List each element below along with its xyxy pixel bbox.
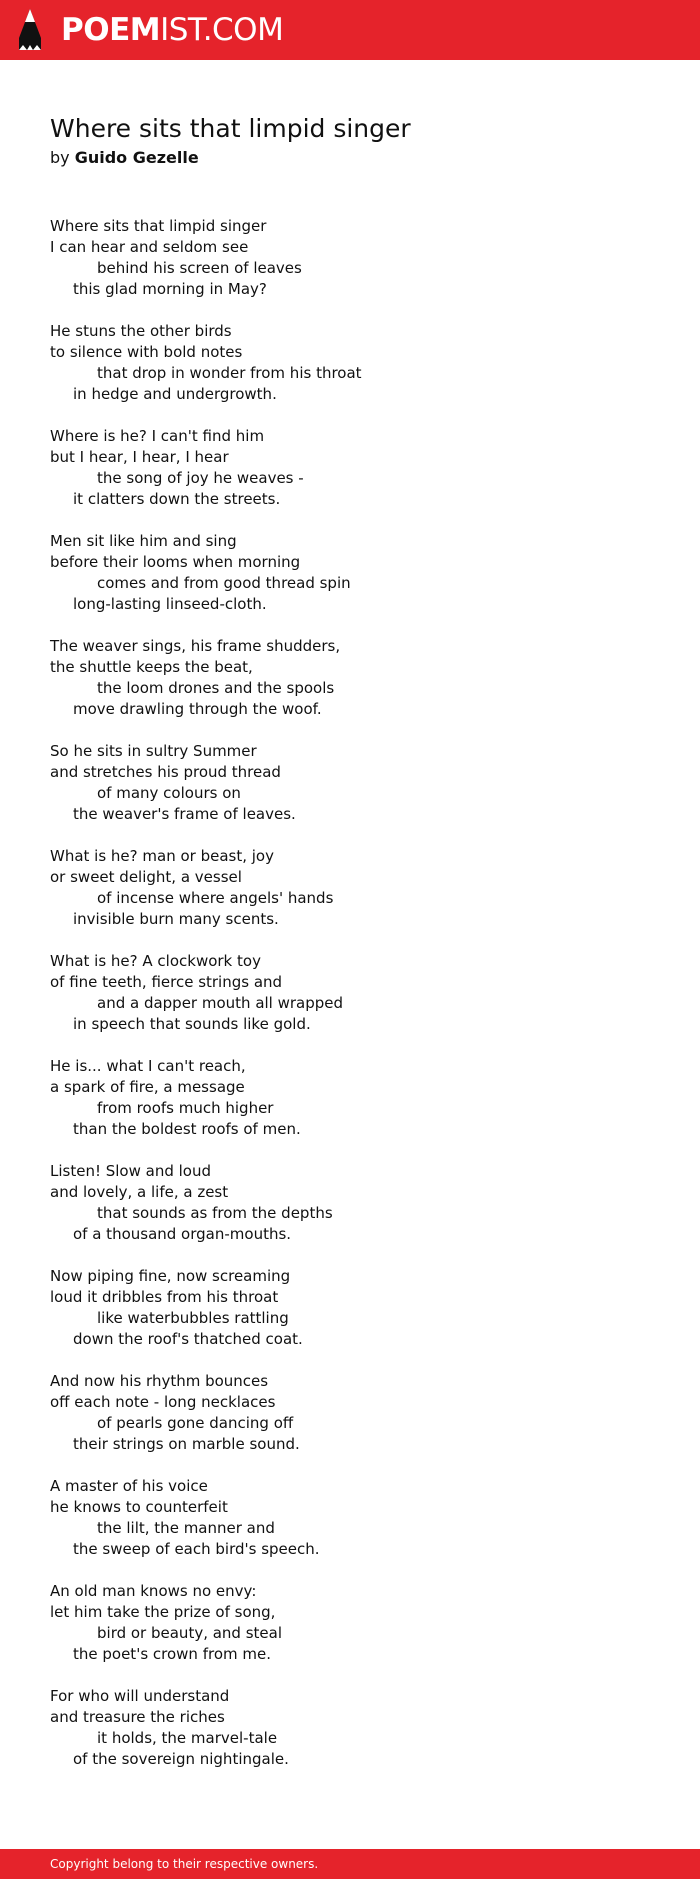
poem-line: He is... what I can't reach, xyxy=(50,1057,246,1075)
poem-line: their strings on marble sound. xyxy=(73,1435,300,1453)
poem-stanza xyxy=(50,216,670,300)
poem-line: invisible burn many scents. xyxy=(73,910,279,928)
pencil-tip-icon[interactable] xyxy=(17,8,43,52)
poem-line: it holds, the marvel-tale xyxy=(97,1729,278,1747)
poem-line: move drawling through the woof. xyxy=(73,700,322,718)
poem-line: of many colours on xyxy=(97,784,241,802)
poem-stanza xyxy=(50,321,670,405)
poem-line: of the sovereign nightingale. xyxy=(73,1750,289,1768)
site-logo[interactable] xyxy=(61,10,283,50)
poem-line: I can hear and seldom see xyxy=(50,238,249,256)
poem-line: like waterbubbles rattling xyxy=(97,1309,289,1327)
poem-stanza xyxy=(50,1581,670,1665)
poem-stanza xyxy=(50,426,670,510)
poem-line: a spark of fire, a message xyxy=(50,1078,245,1096)
site-footer xyxy=(0,1849,700,1879)
poem-title: Where sits that limpid singer xyxy=(50,114,411,143)
poem-stanza xyxy=(50,531,670,615)
poem-line: Listen! Slow and loud xyxy=(50,1162,212,1180)
poem-line: and stretches his proud thread xyxy=(50,763,281,781)
poem-line: the loom drones and the spools xyxy=(97,679,335,697)
poem-stanza xyxy=(50,1686,670,1770)
poem-line: the shuttle keeps the beat, xyxy=(50,658,253,676)
poem-line: of a thousand organ-mouths. xyxy=(73,1225,292,1243)
poem-line: What is he? man or beast, joy xyxy=(50,847,274,865)
poem-line: the sweep of each bird's speech. xyxy=(73,1540,320,1558)
poem-line: in speech that sounds like gold. xyxy=(73,1015,311,1033)
poem-line: that sounds as from the depths xyxy=(97,1204,333,1222)
poem-line: and treasure the riches xyxy=(50,1708,225,1726)
poem-line: bird or beauty, and steal xyxy=(97,1624,283,1642)
poem-line: behind his screen of leaves xyxy=(97,259,302,277)
poem-line: Men sit like him and sing xyxy=(50,532,237,550)
poem-stanza xyxy=(50,1056,670,1140)
poem-line: the lilt, the manner and xyxy=(97,1519,275,1537)
poem-line: and lovely, a life, a zest xyxy=(50,1183,229,1201)
poem-line: in hedge and undergrowth. xyxy=(73,385,277,403)
poem-line: and a dapper mouth all wrapped xyxy=(97,994,344,1012)
poem-line: A master of his voice xyxy=(50,1477,208,1495)
poem-line: or sweet delight, a vessel xyxy=(50,868,242,886)
poem-line: So he sits in sultry Summer xyxy=(50,742,257,760)
poem-stanza xyxy=(50,1371,670,1455)
poem-line: loud it dribbles from his throat xyxy=(50,1288,279,1306)
site-header xyxy=(0,0,700,60)
author-name: Guido Gezelle xyxy=(74,148,199,167)
poem-stanza xyxy=(50,1266,670,1350)
copyright-text: Copyright belong to their respective owners. xyxy=(50,1857,319,1871)
poem-line: An old man knows no envy: xyxy=(50,1582,257,1600)
poem-line: The weaver sings, his frame shudders, xyxy=(50,637,341,655)
by-label: by xyxy=(50,148,70,167)
poem-stanza xyxy=(50,1476,670,1560)
poem-line: of incense where angels' hands xyxy=(97,889,334,907)
poem-line: it clatters down the streets. xyxy=(73,490,281,508)
logo-light-text: IST.COM xyxy=(160,12,284,48)
poem-line: And now his rhythm bounces xyxy=(50,1372,269,1390)
poem-line: from roofs much higher xyxy=(97,1099,274,1117)
poem-line: What is he? A clockwork toy xyxy=(50,952,261,970)
poem-line: this glad morning in May? xyxy=(73,280,267,298)
byline xyxy=(50,147,670,169)
poem-line: let him take the prize of song, xyxy=(50,1603,276,1621)
poem-line: comes and from good thread spin xyxy=(97,574,351,592)
poem-line: He stuns the other birds xyxy=(50,322,232,340)
poem-stanza xyxy=(50,951,670,1035)
poem-line: long-lasting linseed-cloth. xyxy=(73,595,267,613)
logo-bold-text: POEM xyxy=(61,12,161,48)
poem-line: Where sits that limpid singer xyxy=(50,217,267,235)
poem-stanza xyxy=(50,636,670,720)
poem-line: that drop in wonder from his throat xyxy=(97,364,362,382)
poem-body xyxy=(50,216,670,1770)
poem-line: before their looms when morning xyxy=(50,553,301,571)
poem-line: Now piping fine, now screaming xyxy=(50,1267,291,1285)
poem-line: Where is he? I can't find him xyxy=(50,427,265,445)
poem-line: For who will understand xyxy=(50,1687,230,1705)
poem-line: the poet's crown from me. xyxy=(73,1645,271,1663)
poem-line: he knows to counterfeit xyxy=(50,1498,228,1516)
poem-line: of fine teeth, fierce strings and xyxy=(50,973,283,991)
poem-line: but I hear, I hear, I hear xyxy=(50,448,229,466)
poem-article xyxy=(50,112,670,1791)
poem-line: down the roof's thatched coat. xyxy=(73,1330,303,1348)
poem-line: than the boldest roofs of men. xyxy=(73,1120,301,1138)
poem-line: the song of joy he weaves - xyxy=(97,469,304,487)
poem-stanza xyxy=(50,741,670,825)
poem-stanza xyxy=(50,1161,670,1245)
poem-line: of pearls gone dancing off xyxy=(97,1414,294,1432)
poem-stanza xyxy=(50,846,670,930)
poem-line: off each note - long necklaces xyxy=(50,1393,276,1411)
poem-line: the weaver's frame of leaves. xyxy=(73,805,296,823)
poem-line: to silence with bold notes xyxy=(50,343,243,361)
